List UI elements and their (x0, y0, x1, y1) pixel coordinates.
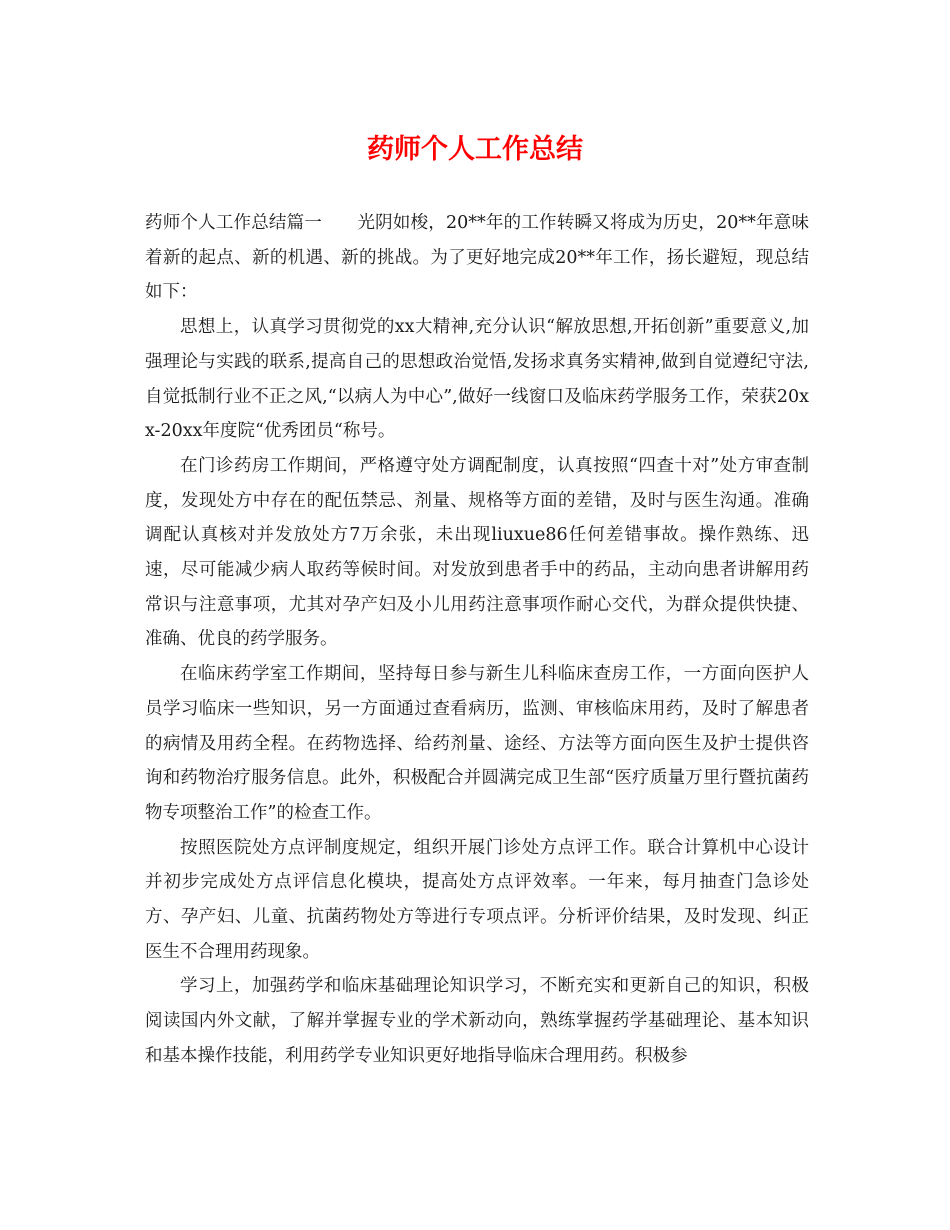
document-title: 药师个人工作总结 (367, 134, 583, 165)
paragraph-study: 学习上，加强药学和临床基础理论知识学习，不断充实和更新自己的知识，积极阅读国内外文献，了解并掌握专业的学术新动向，熟练掌握药学基础理论、基本知识和基本操作技能，利用药学专业知识更好地指导临床合理用药。积极参 (145, 976, 809, 1066)
intro-paragraph: 药师个人工作总结篇一 光阴如梭，20**年的工作转瞬又将成为历史，20**年意味着新的起点、新的机遇、新的挑战。为了更好地完成20**年工作，扬长避短，现总结如下： (145, 213, 809, 303)
paragraph-prescription-review: 按照医院处方点评制度规定，组织开展门诊处方点评工作。联合计算机中心设计并初步完成处方点评信息化模块，提高处方点评效率。一年来，每月抽查门急诊处方、孕产妇、儿童、抗菌药物处方等进行专项点评。分析评价结果，及时发现、纠正医生不合理用药现象。 (145, 837, 809, 962)
paragraph-ideology: 思想上，认真学习贯彻党的xx大精神,充分认识“解放思想,开拓创新”重要意义,加强理论与实践的联系,提高自己的思想政治觉悟,发扬求真务实精神,做到自觉遵纪守法,自觉抵制行业不正之风,“以病人为中心”,做好一线窗口及临床药学服务工作，荣获20xx-20xx年度院“优秀团员“称号。 (145, 317, 809, 442)
paragraph-clinical-pharmacy: 在临床药学室工作期间，坚持每日参与新生儿科临床查房工作，一方面向医护人员学习临床一些知识，另一方面通过查看病历，监测、审核临床用药，及时了解患者的病情及用药全程。在药物选择、给药剂量、途经、方法等方面向医生及护士提供咨询和药物治疗服务信息。此外，积极配合并圆满完成卫生部“医疗质量万里行暨抗菌药物专项整治工作”的检查工作。 (145, 664, 809, 823)
paragraph-outpatient-pharmacy: 在门诊药房工作期间，严格遵守处方调配制度，认真按照“四查十对”处方审查制度，发现处方中存在的配伍禁忌、剂量、规格等方面的差错，及时与医生沟通。准确调配认真核对并发放处方7万余张，未出现liuxue86任何差错事故。操作熟练、迅速，尽可能减少病人取药等候时间。对发放到患者手中的药品，主动向患者讲解用药常识与注意事项，尤其对孕产妇及小儿用药注意事项作耐心交代，为群众提供快捷、准确、优良的药学服务。 (145, 455, 809, 650)
document-body (145, 206, 809, 1074)
